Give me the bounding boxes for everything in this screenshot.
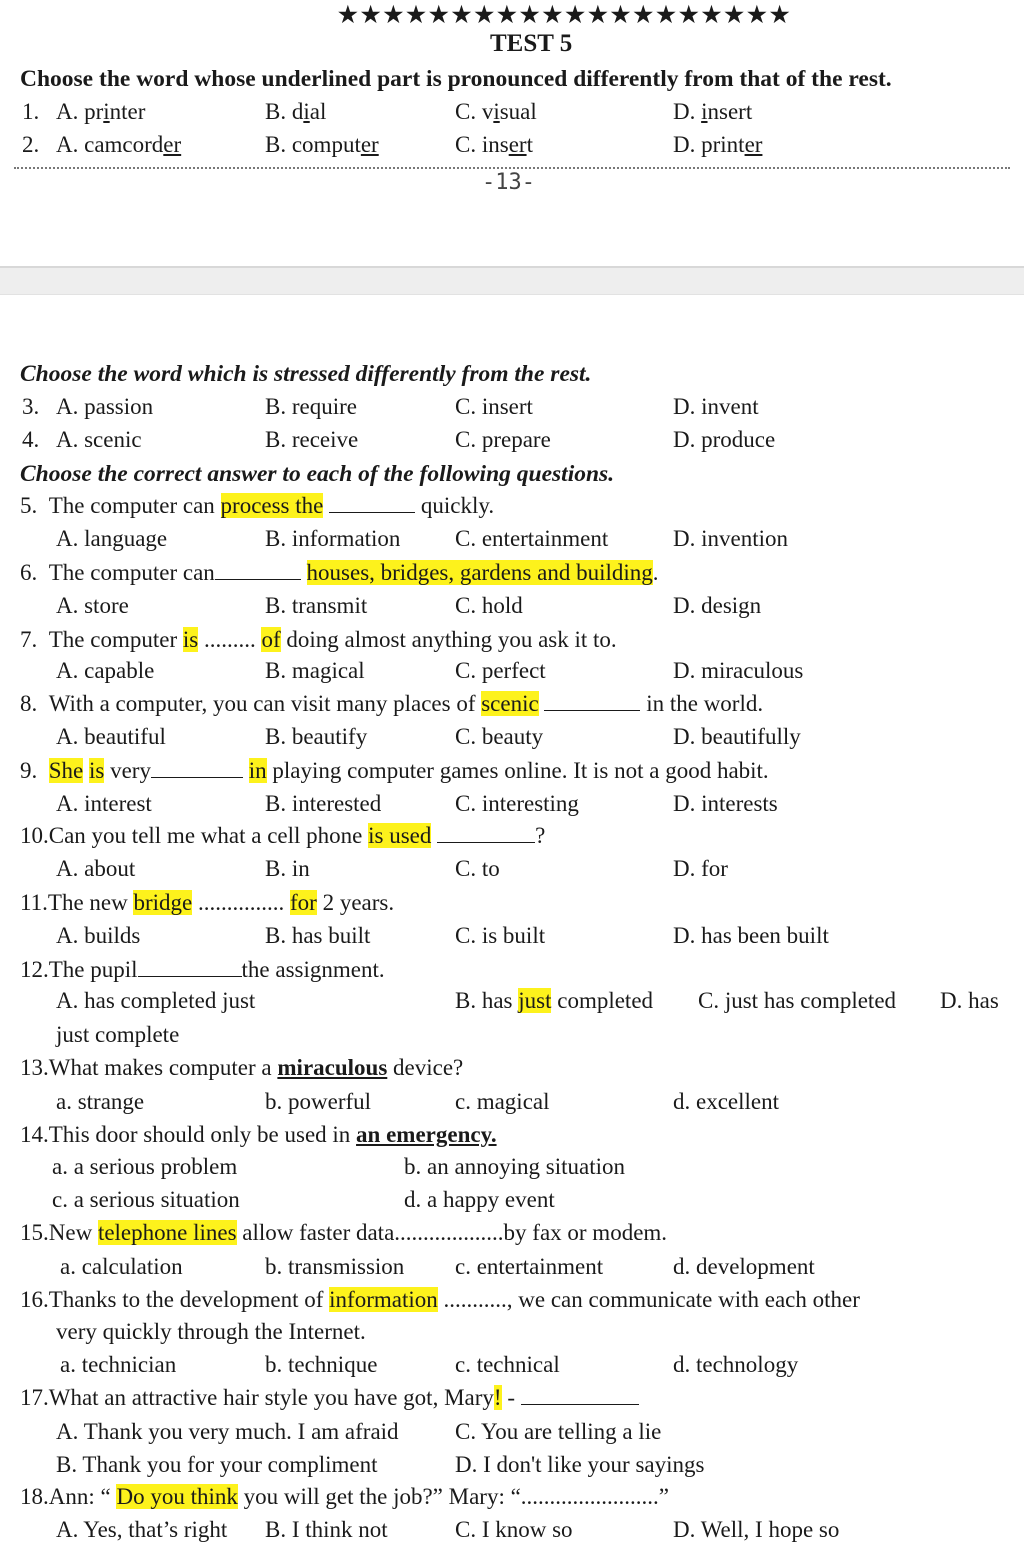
q12-option-d-continued: just complete	[56, 1022, 180, 1047]
q5-option-a: A. language	[56, 526, 168, 551]
q8-stem: 8. With a computer, you can visit many places of scenic in the world.	[20, 691, 764, 716]
q9-option-b: B. interested	[265, 791, 382, 816]
q4-option-c: C. prepare	[455, 427, 551, 452]
q17-option-b: B. Thank you for your compliment	[56, 1452, 378, 1477]
q14-option-d: d. a happy event	[404, 1187, 555, 1212]
q18-option-d: D. Well, I hope so	[673, 1517, 840, 1542]
q3-number: 3.	[22, 394, 40, 419]
test-title: TEST 5	[490, 30, 573, 57]
q10-option-d: D. for	[673, 856, 728, 881]
q13-option-d: d. excellent	[673, 1089, 780, 1114]
q16-stem-continued: very quickly through the Internet.	[56, 1319, 366, 1344]
q6-stem: 6. The computer can houses, bridges, gardens and building.	[20, 560, 659, 585]
q1-option-d: D. insert	[673, 99, 753, 124]
q14-option-b: b. an annoying situation	[404, 1154, 626, 1179]
q10-option-b: B. in	[265, 856, 310, 881]
q13-option-a: a. strange	[56, 1089, 145, 1114]
q6-option-b: B. transmit	[265, 593, 368, 618]
q7-option-a: A. capable	[56, 658, 155, 683]
q10-option-c: C. to	[455, 856, 500, 881]
q3-option-c: C. insert	[455, 394, 533, 419]
q5-option-b: B. information	[265, 526, 401, 551]
q9-option-d: D. interests	[673, 791, 778, 816]
q9-blank	[151, 757, 243, 778]
q4-option-b: B. receive	[265, 427, 359, 452]
q4-option-a: A. scenic	[56, 427, 142, 452]
q7-option-c: C. perfect	[455, 658, 546, 683]
q10-blank	[437, 822, 535, 843]
q6-blank	[215, 559, 301, 580]
q16-option-b: b. technique	[265, 1352, 378, 1377]
q2-number: 2.	[22, 132, 40, 157]
q4-number: 4.	[22, 427, 40, 452]
page-divider	[14, 167, 1010, 169]
q14-stem: 14.This door should only be used in an emergency.	[20, 1122, 497, 1147]
q1-option-c: C. visual	[455, 99, 537, 124]
q15-option-b: b. transmission	[265, 1254, 405, 1279]
q11-option-d: D. has been built	[673, 923, 829, 948]
q3-option-b: B. require	[265, 394, 357, 419]
q8-option-b: B. beautify	[265, 724, 368, 749]
q11-option-b: B. has built	[265, 923, 371, 948]
q2-option-a: A. camcorder	[56, 132, 182, 157]
q13-option-b: b. powerful	[265, 1089, 372, 1114]
q14-option-a: a. a serious problem	[52, 1154, 238, 1179]
q1-option-b: B. dial	[265, 99, 327, 124]
q1-option-a: A. printer	[56, 99, 146, 124]
page-number: -13-	[482, 170, 535, 195]
section1-instruction: Choose the word whose underlined part is pronounced differently from that of the rest.	[20, 66, 892, 92]
q10-option-a: A. about	[56, 856, 136, 881]
q17-option-c: C. You are telling a lie	[455, 1419, 662, 1444]
q6-option-c: C. hold	[455, 593, 523, 618]
q4-option-d: D. produce	[673, 427, 776, 452]
stars-divider: ★★★★★★★★★★★★★★★★★★★★	[338, 2, 793, 27]
q12-blank	[138, 956, 242, 977]
q11-option-c: C. is built	[455, 923, 546, 948]
q16-option-d: d. technology	[673, 1352, 799, 1377]
q17-option-d: D. I don't like your sayings	[455, 1452, 705, 1477]
q15-option-a: a. calculation	[60, 1254, 183, 1279]
page-break-gap	[0, 266, 1024, 295]
q2-option-c: C. insert	[455, 132, 533, 157]
q9-stem: 9. She is very in playing computer games online. It is not a good habit.	[20, 758, 769, 783]
q3-option-d: D. invent	[673, 394, 759, 419]
q15-stem: 15.New telephone lines allow faster data...................by fax or modem.	[20, 1220, 668, 1245]
q1-number: 1.	[22, 99, 40, 124]
q18-stem: 18.Ann: “ Do you think you will get the job?” Mary: “........................”	[20, 1484, 670, 1509]
q9-option-c: C. interesting	[455, 791, 579, 816]
q5-option-d: D. invention	[673, 526, 788, 551]
q14-option-c: c. a serious situation	[52, 1187, 240, 1212]
q12-option-c: C. just has completed	[698, 988, 897, 1013]
q17-stem: 17.What an attractive hair style you have got, Mary! -	[20, 1383, 639, 1413]
q8-option-a: A. beautiful	[56, 724, 166, 749]
q18-option-a: A. Yes, that’s right	[56, 1517, 228, 1542]
q7-stem: 7. The computer is ......... of doing almost anything you ask it to.	[20, 627, 617, 652]
q11-option-a: A. builds	[56, 923, 141, 948]
section3-instruction: Choose the correct answer to each of the following questions.	[20, 461, 615, 487]
q9-option-a: A. interest	[56, 791, 152, 816]
q7-option-b: B. magical	[265, 658, 365, 683]
q6-option-d: D. design	[673, 593, 762, 618]
q15-option-d: d. development	[673, 1254, 815, 1279]
q13-stem: 13.What makes computer a miraculous device?	[20, 1055, 464, 1080]
q10-stem: 10.Can you tell me what a cell phone is used ?	[20, 823, 546, 848]
q12-option-a: A. has completed just	[56, 988, 256, 1013]
q5-option-c: C. entertainment	[455, 526, 609, 551]
q3-option-a: A. passion	[56, 394, 154, 419]
q16-option-a: a. technician	[60, 1352, 177, 1377]
q5-blank	[329, 492, 415, 513]
q2-option-b: B. computer	[265, 132, 379, 157]
q18-option-b: B. I think not	[265, 1517, 388, 1542]
section2-instruction: Choose the word which is stressed differently from the rest.	[20, 361, 592, 387]
q18-option-c: C. I know so	[455, 1517, 573, 1542]
q13-option-c: c. magical	[455, 1089, 550, 1114]
q17-blank	[521, 1384, 639, 1405]
q8-option-d: D. beautifully	[673, 724, 801, 749]
q2-option-d: D. printer	[673, 132, 763, 157]
q15-option-c: c. entertainment	[455, 1254, 604, 1279]
q8-option-c: C. beauty	[455, 724, 544, 749]
q12-option-d: D. has	[940, 988, 999, 1013]
q8-blank	[544, 690, 640, 711]
q16-stem: 16.Thanks to the development of information ..........., we can communicate with each other	[20, 1287, 860, 1312]
q11-stem: 11.The new bridge ............... for 2 years.	[20, 890, 395, 915]
q6-option-a: A. store	[56, 593, 129, 618]
q12-option-b: B. has just completed	[455, 988, 654, 1013]
q5-stem: 5. The computer can process the quickly.	[20, 493, 495, 518]
q17-option-a: A. Thank you very much. I am afraid	[56, 1419, 399, 1444]
q16-option-c: c. technical	[455, 1352, 560, 1377]
q12-stem: 12.The pupil the assignment.	[20, 957, 385, 982]
q7-option-d: D. miraculous	[673, 658, 804, 683]
